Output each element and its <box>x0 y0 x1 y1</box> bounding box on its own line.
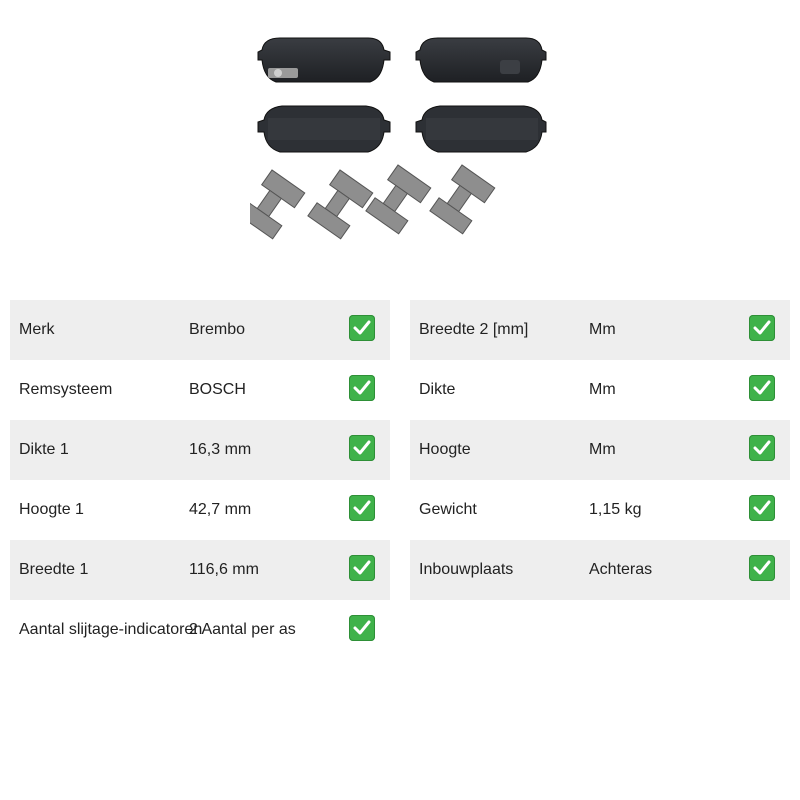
spec-value: 116,6 mm <box>189 561 259 578</box>
mounting-clips <box>250 165 495 239</box>
spec-row-hoogte-1 <box>10 480 390 540</box>
spec-table-left <box>10 300 390 660</box>
check-icon <box>749 375 775 401</box>
brake-pad-bottom-right <box>416 106 546 152</box>
spec-value: 16,3 mm <box>189 441 252 458</box>
spec-row-inbouwplaats <box>410 540 790 600</box>
spec-row-hoogte <box>410 420 790 480</box>
spec-label: Dikte 1 <box>19 441 69 458</box>
spec-label: Breedte 2 [mm] <box>419 321 529 338</box>
spec-row-merk <box>10 300 390 360</box>
product-image <box>250 30 550 245</box>
spec-row-breedte-1 <box>10 540 390 600</box>
check-icon <box>749 555 775 581</box>
brake-pad-bottom-left <box>258 106 390 152</box>
brake-pad-top-right <box>416 38 546 82</box>
spec-row-remsysteem <box>10 360 390 420</box>
spec-value: Mm <box>589 381 616 398</box>
spec-label: Gewicht <box>419 501 477 518</box>
spec-value: Mm <box>589 441 616 458</box>
spec-value: Achteras <box>589 561 653 578</box>
spec-label: Inbouwplaats <box>419 561 514 578</box>
check-icon <box>349 375 375 401</box>
check-icon <box>349 435 375 461</box>
spec-label: Aantal slijtage-indicatoren <box>19 621 203 638</box>
spec-value: Brembo <box>189 321 246 338</box>
spec-row-dikte <box>410 360 790 420</box>
spec-label: Hoogte 1 <box>19 501 84 518</box>
check-icon <box>349 495 375 521</box>
spec-value: 2 Aantal per as <box>189 621 296 638</box>
spec-label: Merk <box>19 321 55 338</box>
brake-pad-top-left <box>258 38 390 82</box>
spec-label: Dikte <box>419 381 456 398</box>
check-icon <box>349 555 375 581</box>
brake-pads-illustration <box>250 30 550 245</box>
check-icon <box>349 615 375 641</box>
check-icon <box>349 315 375 341</box>
spec-row-dikte-1 <box>10 420 390 480</box>
spec-label: Hoogte <box>419 441 471 458</box>
spec-row-gewicht <box>410 480 790 540</box>
spec-label: Remsysteem <box>19 381 113 398</box>
spec-value: 42,7 mm <box>189 501 252 518</box>
check-icon <box>749 315 775 341</box>
spec-label: Breedte 1 <box>19 561 89 578</box>
spec-table-right <box>410 300 790 600</box>
spec-value: 1,15 kg <box>589 501 642 518</box>
check-icon <box>749 435 775 461</box>
spec-row-slijtage-indicatoren <box>10 600 390 660</box>
spec-value: Mm <box>589 321 616 338</box>
spec-row-breedte-2 <box>410 300 790 360</box>
spec-value: BOSCH <box>189 381 246 398</box>
check-icon <box>749 495 775 521</box>
